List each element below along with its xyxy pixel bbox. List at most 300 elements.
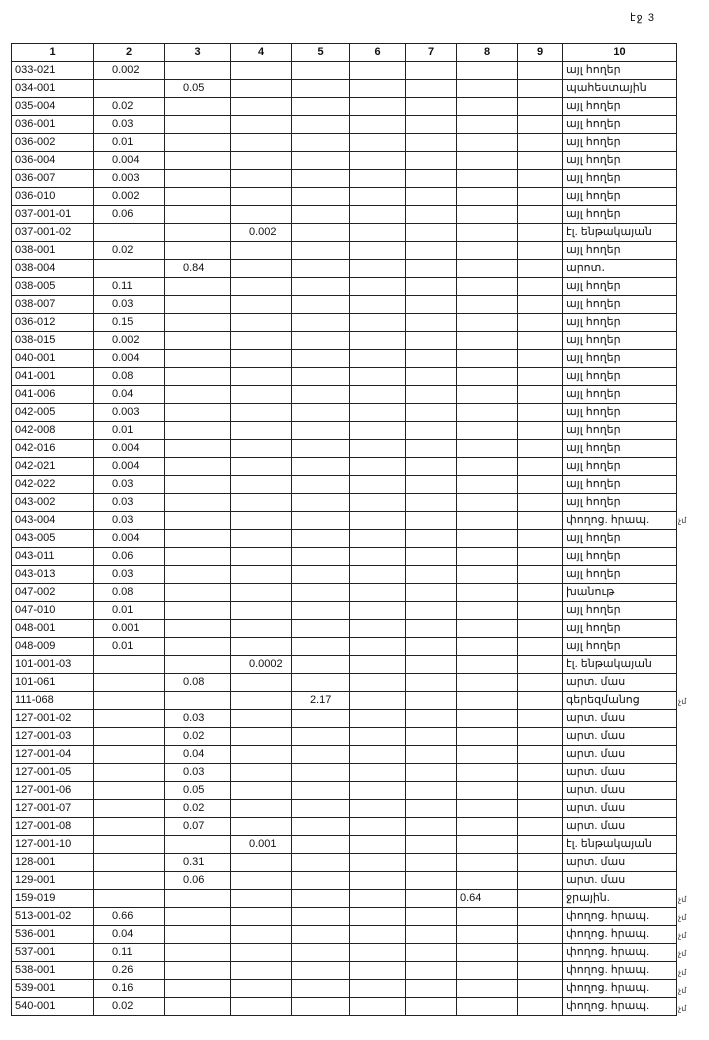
area-cell: 0.06 [94,206,165,224]
margin-note: չմ [678,913,687,923]
table-row [12,116,677,134]
table-row [12,530,677,548]
area-cell [518,116,563,134]
area-cell [518,332,563,350]
area-cell [94,800,165,818]
parcel-code-cell: 127-001-02 [12,710,94,728]
area-cell [231,476,292,494]
area-cell [518,350,563,368]
parcel-code-cell: 038-004 [12,260,94,278]
land-use-cell: փողոց. հրապ. [563,962,677,980]
table-row [12,962,677,980]
area-cell: 0.26 [94,962,165,980]
table-row [12,350,677,368]
area-cell [406,782,457,800]
land-use-cell: այլ հողեր [563,476,677,494]
parcel-code-cell: 043-013 [12,566,94,584]
area-cell [406,926,457,944]
parcel-code-cell: 042-016 [12,440,94,458]
area-cell: 0.003 [94,404,165,422]
parcel-code-cell: 127-001-08 [12,818,94,836]
parcel-code-cell: 127-001-03 [12,728,94,746]
area-cell [406,440,457,458]
parcel-code-cell: 048-009 [12,638,94,656]
area-cell [350,584,406,602]
area-cell [165,584,231,602]
area-cell: 0.11 [94,278,165,296]
parcel-code-cell: 043-002 [12,494,94,512]
area-cell [231,332,292,350]
parcel-code-cell: 042-022 [12,476,94,494]
parcel-code-cell: 101-001-03 [12,656,94,674]
table-row [12,998,677,1016]
area-cell [457,152,518,170]
area-cell [231,710,292,728]
area-cell [406,350,457,368]
parcel-code-cell: 038-005 [12,278,94,296]
area-cell [457,566,518,584]
table-row [12,602,677,620]
area-cell [350,494,406,512]
area-cell [457,764,518,782]
column-header: 10 [563,44,677,62]
area-cell [231,620,292,638]
area-cell: 0.001 [231,836,292,854]
area-cell [457,836,518,854]
area-cell [94,674,165,692]
area-cell [292,566,350,584]
table-row [12,368,677,386]
area-cell [518,278,563,296]
area-cell [518,584,563,602]
area-cell [350,260,406,278]
table-row [12,494,677,512]
table-row [12,728,677,746]
area-cell [292,944,350,962]
area-cell: 0.004 [94,350,165,368]
area-cell [518,620,563,638]
area-cell [165,386,231,404]
area-cell [457,782,518,800]
area-cell [457,242,518,260]
area-cell [350,764,406,782]
area-cell [292,260,350,278]
area-cell [231,728,292,746]
area-cell [94,224,165,242]
area-cell [457,638,518,656]
area-cell [518,872,563,890]
area-cell [457,188,518,206]
area-cell [165,242,231,260]
area-cell [457,926,518,944]
area-cell [292,224,350,242]
area-cell [292,458,350,476]
area-cell [518,908,563,926]
land-use-cell: այլ հողեր [563,620,677,638]
area-cell: 0.004 [94,440,165,458]
area-cell [457,494,518,512]
area-cell [457,98,518,116]
area-cell [231,530,292,548]
area-cell [94,872,165,890]
parcel-code-cell: 036-001 [12,116,94,134]
column-header: 6 [350,44,406,62]
area-cell [165,404,231,422]
land-use-cell: փողոց. հրապ. [563,980,677,998]
land-use-cell: այլ հողեր [563,206,677,224]
area-cell [406,458,457,476]
area-cell [350,296,406,314]
parcel-code-cell: 037-001-02 [12,224,94,242]
area-cell [165,998,231,1016]
area-cell [518,566,563,584]
area-cell [292,674,350,692]
area-cell [292,728,350,746]
area-cell [292,62,350,80]
area-cell [350,854,406,872]
table-row [12,80,677,98]
area-cell [165,134,231,152]
parcel-code-cell: 127-001-05 [12,764,94,782]
area-cell [94,854,165,872]
area-cell: 0.02 [94,242,165,260]
area-cell [518,692,563,710]
area-cell [350,314,406,332]
area-cell: 0.03 [165,710,231,728]
area-cell [292,206,350,224]
area-cell [350,458,406,476]
area-cell [457,674,518,692]
area-cell [518,980,563,998]
area-cell [350,134,406,152]
land-use-cell: արտ. մաս [563,746,677,764]
area-cell [292,710,350,728]
land-use-cell: այլ հողեր [563,638,677,656]
area-cell [165,350,231,368]
parcel-code-cell: 041-006 [12,386,94,404]
area-cell: 0.02 [165,800,231,818]
area-cell [350,818,406,836]
area-cell: 0.004 [94,530,165,548]
area-cell [94,260,165,278]
area-cell [165,836,231,854]
area-cell [406,386,457,404]
area-cell [292,512,350,530]
land-use-cell: այլ հողեր [563,278,677,296]
area-cell [350,62,406,80]
area-cell [350,278,406,296]
area-cell [457,512,518,530]
area-cell [406,620,457,638]
area-cell [292,242,350,260]
area-cell [165,530,231,548]
area-cell [457,854,518,872]
area-cell [231,404,292,422]
area-cell [165,944,231,962]
area-cell: 0.03 [94,296,165,314]
area-cell [292,170,350,188]
area-cell [231,242,292,260]
area-cell [350,188,406,206]
area-cell [350,602,406,620]
area-cell [406,476,457,494]
parcel-code-cell: 540-001 [12,998,94,1016]
area-cell: 0.01 [94,422,165,440]
area-cell [457,908,518,926]
parcel-code-cell: 038-015 [12,332,94,350]
area-cell [165,602,231,620]
area-cell [231,368,292,386]
area-cell [406,836,457,854]
area-cell [518,188,563,206]
area-cell [165,98,231,116]
area-cell [231,998,292,1016]
parcel-code-cell: 111-068 [12,692,94,710]
area-cell [94,656,165,674]
area-cell [292,116,350,134]
area-cell [165,548,231,566]
area-cell [406,98,457,116]
area-cell [457,998,518,1016]
table-row [12,332,677,350]
area-cell [406,332,457,350]
area-cell [292,818,350,836]
area-cell [406,710,457,728]
area-cell [457,476,518,494]
land-use-cell: այլ հողեր [563,62,677,80]
area-cell [457,692,518,710]
table-row [12,224,677,242]
area-cell [406,872,457,890]
land-use-cell: պահեստային [563,80,677,98]
area-cell [406,404,457,422]
area-cell [350,224,406,242]
area-cell: 0.04 [94,386,165,404]
area-cell [231,566,292,584]
area-cell [292,476,350,494]
area-cell [350,746,406,764]
parcel-code-cell: 047-002 [12,584,94,602]
area-cell [518,134,563,152]
land-use-cell: արտ. մաս [563,818,677,836]
area-cell [350,656,406,674]
land-use-cell: խանութ [563,584,677,602]
land-use-cell: այլ հողեր [563,242,677,260]
area-cell: 0.16 [94,980,165,998]
area-cell: 0.08 [94,368,165,386]
area-cell [518,800,563,818]
area-cell [292,962,350,980]
area-cell [165,278,231,296]
table-row [12,800,677,818]
table-row [12,638,677,656]
parcel-code-cell: 159-019 [12,890,94,908]
area-cell [292,980,350,998]
header-row [12,44,677,62]
area-cell [350,962,406,980]
land-use-cell: այլ հողեր [563,350,677,368]
area-cell [350,692,406,710]
area-cell [165,224,231,242]
land-use-cell: գերեզմանոց [563,692,677,710]
area-cell [350,944,406,962]
area-cell [165,422,231,440]
table-row [12,422,677,440]
area-cell [231,638,292,656]
table-row [12,890,677,908]
land-use-cell: էլ. ենթակայան [563,224,677,242]
area-cell [350,890,406,908]
area-cell [406,224,457,242]
area-cell [350,98,406,116]
area-cell [518,98,563,116]
table-row [12,170,677,188]
area-cell: 0.02 [165,728,231,746]
land-use-cell: արտ. մաս [563,854,677,872]
area-cell [350,512,406,530]
area-cell [350,674,406,692]
area-cell [457,962,518,980]
area-cell [350,728,406,746]
area-cell [292,764,350,782]
area-cell [406,62,457,80]
area-cell [457,422,518,440]
area-cell [165,440,231,458]
area-cell: 0.002 [94,188,165,206]
area-cell [457,350,518,368]
area-cell [518,818,563,836]
land-use-cell: արտ. մաս [563,800,677,818]
area-cell [231,980,292,998]
margin-note: չմ [678,696,687,706]
area-cell [165,656,231,674]
table-row [12,206,677,224]
area-cell: 0.002 [94,332,165,350]
area-cell: 0.06 [94,548,165,566]
area-cell [231,98,292,116]
area-cell [94,746,165,764]
area-cell [165,152,231,170]
area-cell [231,674,292,692]
area-cell [457,458,518,476]
area-cell [518,422,563,440]
area-cell [457,548,518,566]
area-cell [518,854,563,872]
land-use-cell: այլ հողեր [563,404,677,422]
table-row [12,620,677,638]
area-cell [94,818,165,836]
area-cell [292,494,350,512]
area-cell: 0.03 [94,476,165,494]
area-cell [231,944,292,962]
area-cell: 0.08 [94,584,165,602]
area-cell: 0.03 [94,116,165,134]
area-cell [518,548,563,566]
area-cell [518,494,563,512]
land-use-cell: արտ. մաս [563,872,677,890]
table-row [12,944,677,962]
area-cell [231,296,292,314]
area-cell [292,998,350,1016]
area-cell [406,368,457,386]
area-cell [231,818,292,836]
area-cell [518,476,563,494]
parcel-code-cell: 041-001 [12,368,94,386]
margin-note: չմ [678,895,687,905]
area-cell [350,908,406,926]
area-cell [231,422,292,440]
land-use-cell: այլ հողեր [563,566,677,584]
parcel-code-cell: 038-001 [12,242,94,260]
area-cell [292,314,350,332]
area-cell [292,602,350,620]
land-use-cell: այլ հողեր [563,368,677,386]
area-cell [350,332,406,350]
area-cell [350,170,406,188]
area-cell [165,368,231,386]
parcel-code-cell: 538-001 [12,962,94,980]
area-cell: 0.03 [94,566,165,584]
column-header: 4 [231,44,292,62]
area-cell [350,386,406,404]
area-cell [231,962,292,980]
table-row [12,836,677,854]
area-cell [350,242,406,260]
parcel-code-cell: 537-001 [12,944,94,962]
area-cell [165,566,231,584]
area-cell [518,260,563,278]
area-cell [292,422,350,440]
land-use-cell: այլ հողեր [563,314,677,332]
area-cell [518,404,563,422]
area-cell [94,728,165,746]
area-cell [457,620,518,638]
area-cell [165,476,231,494]
area-cell [457,260,518,278]
area-cell [406,566,457,584]
table-row [12,188,677,206]
area-cell: 0.08 [165,674,231,692]
area-cell [406,908,457,926]
area-cell [406,764,457,782]
area-cell: 0.01 [94,602,165,620]
column-header: 7 [406,44,457,62]
area-cell [406,260,457,278]
area-cell [165,206,231,224]
area-cell [165,638,231,656]
land-use-cell: այլ հողեր [563,116,677,134]
area-cell [231,854,292,872]
area-cell [457,584,518,602]
area-cell [406,548,457,566]
area-cell [350,422,406,440]
area-cell [292,908,350,926]
parcel-code-cell: 042-008 [12,422,94,440]
area-cell [350,368,406,386]
area-cell [406,314,457,332]
area-cell [457,314,518,332]
area-cell [292,98,350,116]
table-row [12,566,677,584]
area-cell [94,710,165,728]
area-cell [231,206,292,224]
area-cell [518,152,563,170]
area-cell [350,476,406,494]
area-cell: 0.84 [165,260,231,278]
table-row [12,440,677,458]
area-cell [406,962,457,980]
area-cell [292,332,350,350]
